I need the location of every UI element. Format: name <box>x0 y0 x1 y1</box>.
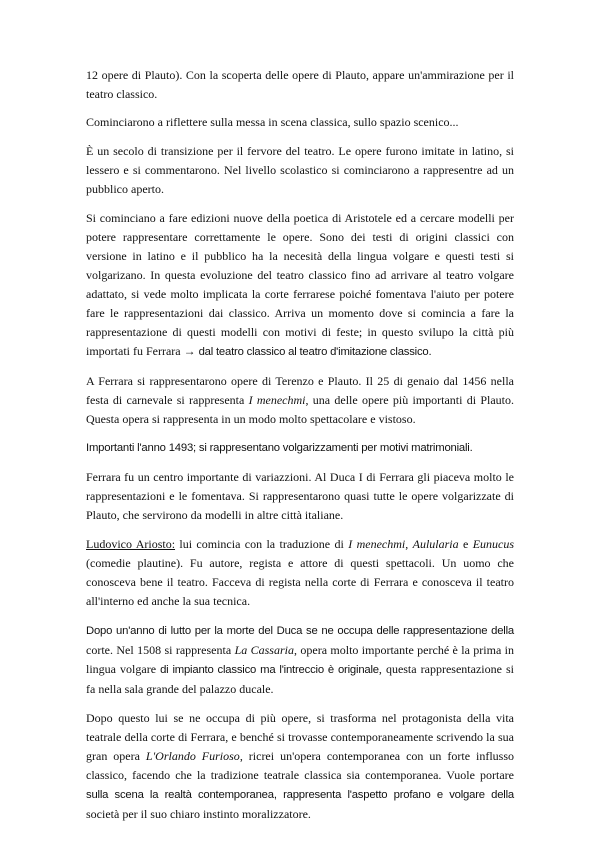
paragraph-4-tail: dal teatro classico al teatro d'imitazione classico. <box>195 346 432 358</box>
paragraph-8 <box>86 535 514 611</box>
paragraph-9-part3: , questa rappresentazione si fa nella sala grande del palazzo ducale. <box>86 662 514 696</box>
title-aulularia: Aulularia <box>412 537 459 551</box>
paragraph-10-part2: , ricrei un'opera contemporanea con un forte influsso classico, facendo che la tradizione teatrale classica sia contemporanea. Vuole portare <box>86 749 514 782</box>
arrow-symbol: → <box>183 344 196 358</box>
author-name: Ludovico Ariosto: <box>86 537 176 551</box>
paragraph-2 <box>86 113 514 132</box>
paragraph-3 <box>86 142 514 199</box>
separator-1: , <box>405 537 413 551</box>
paragraph-4-text: Si cominciano a fare edizioni nuove della poetica di Aristotele ed a cercare modelli per potere rappresentare correttamente le opere. Sono dei testi di origini classici con versione in latino e il pubblico ha la necesità della lingua volgare e questi testi si volgarizano. In questa evoluzione del teatro classico fino ad arrivare al teatro volgare adattato, si vede molto implicata la corte ferrarese poiché fomentava l'aiuto per potere fare le rappresentazioni dai classico. Arriva un momento dove si comincia a fare la rappresentazione di questi modelli con motivi di feste; in questo svilupo la città più importati fu Ferrara <box>86 211 514 358</box>
title-orlando-furioso: L'Orlando Furioso <box>145 749 240 763</box>
paragraph-5-part1: A Ferrara si rappresentarono opere di Terenzo e Plauto. Il 25 di genaio dal 1456 nella festa di carnevale si rappresenta <box>86 374 514 407</box>
paragraph-10-mid: sulla scena la realtà contemporanea, rappresenta l'aspetto profano e volgare della <box>86 789 514 801</box>
paragraph-7-text: Ferrara fu un centro importante di variazzioni. Al Duca I di Ferrara gli piaceva molto le rappresentazioni e le fomentava. Si rappresentarono quasi tutte le opere volgarizzate di Plauto, che servirono da modelli in altre città italiane. <box>86 470 514 522</box>
paragraph-8-part1: lui comincia con la traduzione di <box>175 537 349 551</box>
title-eunucus: Eunucus <box>472 537 515 551</box>
paragraph-7 <box>86 468 514 525</box>
paragraph-4 <box>86 209 514 362</box>
paragraph-2-text: Cominciarono a riflettere sulla messa in scena classica, sullo spazio scenico... <box>86 115 459 129</box>
paragraph-1 <box>86 66 514 104</box>
title-i-menechmi-2: I menechmi <box>348 537 406 551</box>
title-i-menechmi: I menechmi <box>248 393 306 407</box>
paragraph-10-part3: società per il suo chiaro instinto moralizzatore. <box>86 807 311 821</box>
paragraph-9-mid: di impianto classico ma l'intreccio è originale <box>160 664 379 676</box>
paragraph-9 <box>86 621 514 699</box>
paragraph-3-text: È un secolo di transizione per il fervore del teatro. Le opere furono imitate in latino, si lessero e si commentarono. Nel livello scolastico si cominciarono a rappresentre ad un pubblico aperto. <box>86 144 514 196</box>
paragraph-6 <box>86 439 514 458</box>
paragraph-5-part2: , una delle opere più importanti di Plauto. Questa opera si rappresenta in un modo molto spettacolare e vistoso. <box>86 393 515 426</box>
paragraph-5 <box>86 372 514 429</box>
paragraph-8-part2: (comedie plautine). Fu autore, regista e attore di questi spettacoli. Un uomo che conosceva bene il teatro. Facceva di regista nella corte di Ferrara e conosceva il teatro all'interno ed anche la sua tecnica. <box>86 556 514 608</box>
separator-2: e <box>458 537 473 551</box>
paragraph-10-part1: Dopo questo lui se ne occupa di più opere, si trasforma nel protagonista della vita teatrale della corte di Ferrara, e benché si trovasse contemporaneamente scrivendo la sua gran opera <box>86 711 514 763</box>
paragraph-9-part1: corte. Nel 1508 si rappresenta <box>86 643 235 657</box>
paragraph-6-text: Importanti l'anno 1493; si rappresentano volgarizzamenti per motivi matrimoniali. <box>86 442 473 454</box>
title-la-cassaria: La Cassaria <box>234 643 294 657</box>
paragraph-9-part2: , opera molto importante perché è la prima in lingua volgare <box>86 643 515 676</box>
paragraph-9-lead: Dopo un'anno di lutto per la morte del Duca se ne occupa delle rappresentazione della <box>86 625 514 637</box>
paragraph-1-text: 12 opere di Plauto). Con la scoperta delle opere di Plauto, appare un'ammirazione per il teatro classico. <box>86 68 514 101</box>
paragraph-10 <box>86 709 514 824</box>
